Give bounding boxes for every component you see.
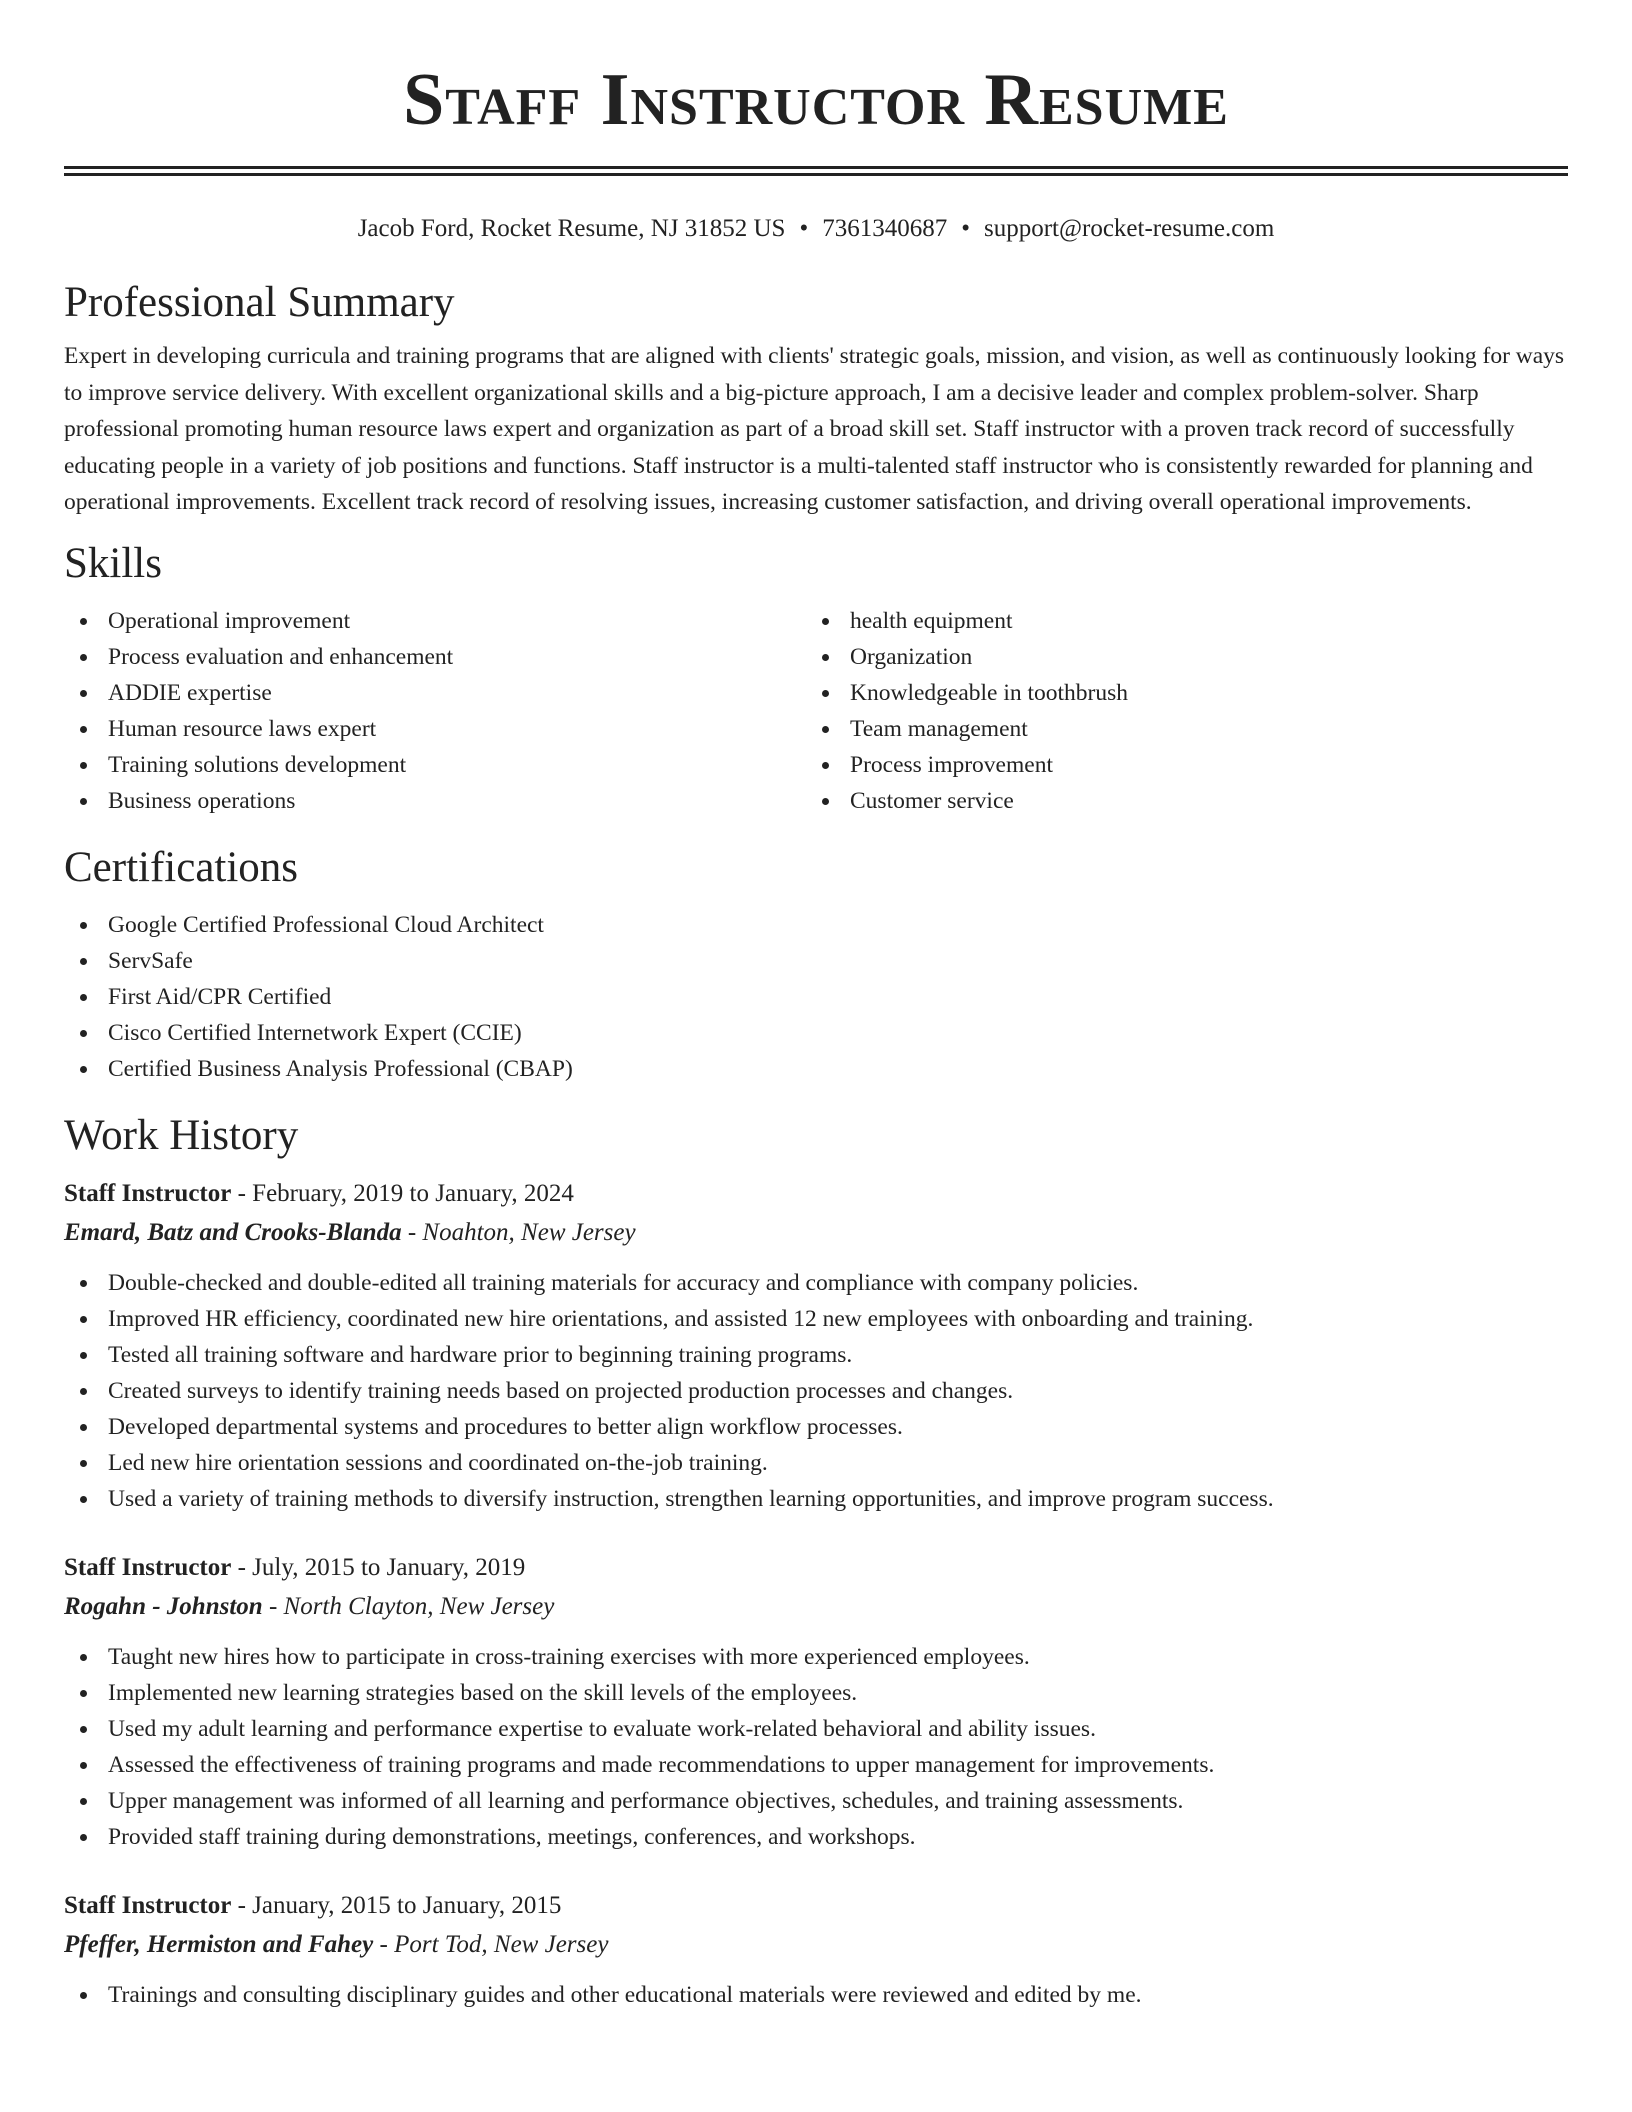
job-dash: -	[268, 1592, 278, 1620]
contact-address: Jacob Ford, Rocket Resume, NJ 31852 US	[357, 215, 786, 242]
job-company: Rogahn - Johnston	[64, 1592, 263, 1620]
job-location: Port Tod, New Jersey	[394, 1930, 609, 1958]
job-bullets	[64, 1977, 1568, 2013]
job-title: Staff Instructor	[64, 1179, 232, 1207]
skill-item: Knowledgeable in toothbrush	[806, 675, 1548, 711]
job-company-line	[64, 1587, 1568, 1627]
resume-page	[64, 0, 1568, 2013]
job-header	[64, 1549, 1568, 1587]
job-dates: February, 2019 to January, 2024	[252, 1179, 574, 1207]
contact-email: support@rocket-resume.com	[983, 215, 1275, 242]
job-title: Staff Instructor	[64, 1553, 232, 1581]
job-entry	[64, 1549, 1568, 1855]
job-bullet: Assessed the effectiveness of training programs and made recommendations to upper management for improvements.	[64, 1747, 1568, 1783]
certification-item: First Aid/CPR Certified	[64, 979, 1568, 1015]
job-bullet: Used my adult learning and performance expertise to evaluate work-related behavioral and ability issues.	[64, 1711, 1568, 1747]
job-location: Noahton, New Jersey	[422, 1218, 636, 1246]
skills-column-left	[64, 603, 806, 819]
certification-item: Google Certified Professional Cloud Architect	[64, 907, 1568, 943]
job-company: Pfeffer, Hermiston and Fahey	[64, 1930, 374, 1958]
certification-item: Cisco Certified Internetwork Expert (CCIE)	[64, 1015, 1568, 1051]
skill-item: Process evaluation and enhancement	[64, 639, 806, 675]
job-bullet: Developed departmental systems and procedures to better align workflow processes.	[64, 1409, 1568, 1445]
job-header	[64, 1175, 1568, 1213]
contact-separator: •	[799, 215, 809, 242]
skills-column-right	[806, 603, 1548, 819]
job-location: North Clayton, New Jersey	[283, 1592, 555, 1620]
skill-item: Training solutions development	[64, 747, 806, 783]
job-bullet: Led new hire orientation sessions and coordinated on-the-job training.	[64, 1445, 1568, 1481]
job-entry	[64, 1175, 1568, 1517]
job-dates: July, 2015 to January, 2019	[252, 1553, 526, 1581]
job-company: Emard, Batz and Crooks-Blanda	[64, 1218, 402, 1246]
job-bullet: Used a variety of training methods to diversify instruction, strengthen learning opportunities, and improve program success.	[64, 1481, 1568, 1517]
skill-item: ADDIE expertise	[64, 675, 806, 711]
job-bullets	[64, 1639, 1568, 1855]
job-dash: -	[237, 1179, 246, 1207]
contact-phone: 7361340687	[822, 215, 948, 242]
skill-item: Operational improvement	[64, 603, 806, 639]
job-bullet: Created surveys to identify training needs based on projected production processes and changes.	[64, 1373, 1568, 1409]
job-bullet: Taught new hires how to participate in cross-training exercises with more experienced employees.	[64, 1639, 1568, 1675]
skill-item: Process improvement	[806, 747, 1548, 783]
job-company-line	[64, 1925, 1568, 1965]
job-bullet: Provided staff training during demonstrations, meetings, conferences, and workshops.	[64, 1819, 1568, 1855]
job-title: Staff Instructor	[64, 1891, 232, 1919]
skill-item: Team management	[806, 711, 1548, 747]
summary-text: Expert in developing curricula and training programs that are aligned with clients' strategic goals, mission, and vision, as well as continuously looking for ways to improve service delivery. With excellent organizational skills and a big-picture approach, I am a decisive leader and complex problem-solver. Sharp professional promoting human resource laws expert and organization as part of a broad skill set. Staff instructor with a proven track record of successfully educating people in a variety of job positions and functions. Staff instructor is a multi-talented staff instructor who is consistently rewarded for planning and operational improvements. Excellent track record of resolving issues, increasing customer satisfaction, and driving overall operational improvements.	[64, 343, 1565, 515]
certification-item: ServSafe	[64, 943, 1568, 979]
work-history-heading: Work History	[64, 1111, 299, 1159]
job-bullet: Improved HR efficiency, coordinated new hire orientations, and assisted 12 new employees with onboarding and training.	[64, 1301, 1568, 1337]
skill-item: Organization	[806, 639, 1548, 675]
job-entry	[64, 1887, 1568, 2013]
skills-heading: Skills	[64, 539, 162, 587]
job-bullet: Tested all training software and hardware prior to beginning training programs.	[64, 1337, 1568, 1373]
job-bullets	[64, 1265, 1568, 1517]
contact-separator: •	[961, 215, 970, 242]
job-dates: January, 2015 to January, 2015	[252, 1891, 562, 1919]
skill-item: Business operations	[64, 783, 806, 819]
job-company-line	[64, 1213, 1568, 1253]
contact-line	[64, 214, 1568, 244]
skill-item: Human resource laws expert	[64, 711, 806, 747]
certifications-list	[64, 907, 1568, 1087]
certification-item: Certified Business Analysis Professional (CBAP)	[64, 1051, 1568, 1087]
certifications-heading: Certifications	[64, 843, 299, 891]
resume-title: Staff Instructor Resume	[403, 59, 1229, 141]
summary-heading: Professional Summary	[64, 279, 455, 326]
job-dash: -	[407, 1218, 417, 1246]
job-header	[64, 1887, 1568, 1925]
job-dash: -	[237, 1553, 246, 1581]
title-divider	[64, 166, 1568, 176]
job-bullet: Upper management was informed of all learning and performance objectives, schedules, and training assessments.	[64, 1783, 1568, 1819]
job-bullet: Trainings and consulting disciplinary guides and other educational materials were reviewed and edited by me.	[64, 1977, 1568, 2013]
skill-item: Customer service	[806, 783, 1548, 819]
job-bullet: Double-checked and double-edited all training materials for accuracy and compliance with company policies.	[64, 1265, 1568, 1301]
job-bullet: Implemented new learning strategies based on the skill levels of the employees.	[64, 1675, 1568, 1711]
job-dash: -	[237, 1891, 246, 1919]
job-dash: -	[379, 1930, 388, 1958]
skill-item: health equipment	[806, 603, 1548, 639]
skills-list	[64, 603, 1568, 819]
